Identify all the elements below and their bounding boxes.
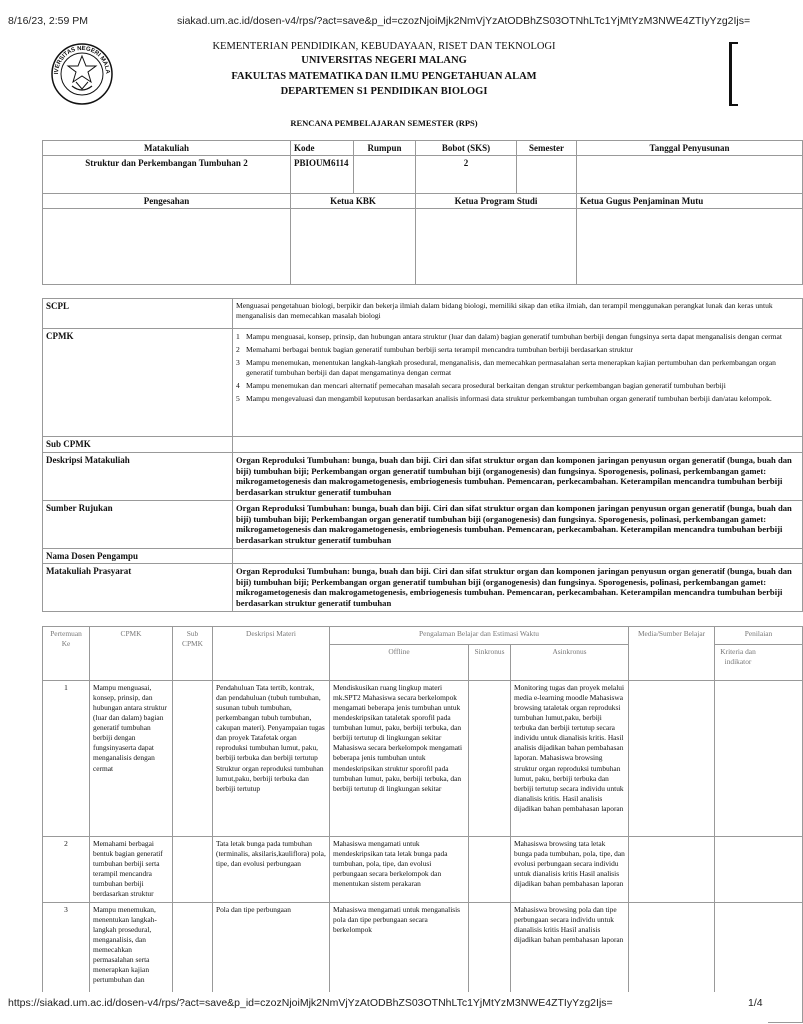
- row-async: Mahasiswa browsing tata letak bunga pada tumbuhan, pola, tipe, dan evolusi perbungaan secara individu untuk dianalisis kritis Hasil analisis dijadikan bahan pembahasan laporan: [511, 837, 629, 903]
- course-credits: 2: [416, 156, 517, 194]
- footer-url[interactable]: https://siakad.um.ac.id/dosen-v4/rps/?act=save&p_id=czozNjoiMjk2NmVjYzAtODBhZS03OTNhLTc1YjMtYzM3NWE4ZTIyYzg2Ijs=: [8, 997, 613, 1009]
- prerequisite-text: Organ Reproduksi Tumbuhan: bunga, buah dan biji. Ciri dan sifat struktur organ dan komponen jaringan penyusun organ generatif (bunga, buah dan biji) tumbuhan biji; Perkembangan organ generatif tumbuhan biji (organogenesis) dan fungsinya. Sporogenesis, polinasi, perkembangan gamet: mikrogametogenesis dan makrogametogenesis, embriogenesis tumbuhan. Pemencaran, perkecambahan. Keterampilan mencandra tumbuhan berbiji berdasarkan struktur generatif tumbuhan: [233, 563, 803, 611]
- course-semester: [517, 156, 577, 194]
- row-material: Tata letak bunga pada tumbuhan (terminalis, aksilaris,kauliflora) pola, tipe, dan evolusi perbungaan: [213, 837, 330, 903]
- row-media: [629, 681, 715, 837]
- header-ketua-kbk: Ketua KBK: [291, 194, 416, 209]
- header-sync: Sinkronus: [469, 645, 511, 681]
- course-group: [354, 156, 416, 194]
- cpmk-item: 5 Mampu mengevaluasi dan mengambil keputusan berdasarkan analisis informasi data struktur perkembangan tumbuhan organ generatif tumbuhan berbiji dan/atau kelompok.: [236, 394, 772, 404]
- row-cpmk: Memahami berbagai bentuk bagian generatif tumbuhan berbiji serta terampil mencandra tumbuhan berbiji berdasarkan struktur: [90, 837, 173, 903]
- header-kode: Kode: [291, 141, 354, 156]
- row-cpmk: Mampu menguasai, konsep, prinsip, dan hubungan antara struktur (luar dan dalam) bagian generatif tumbuhan berbiji dengan fungsinyaserta dapat menganalisis dengan cermat: [90, 681, 173, 837]
- description-text: Organ Reproduksi Tumbuhan: bunga, buah dan biji. Ciri dan sifat struktur organ dan komponen jaringan penyusun organ generatif (bunga, buah dan biji) tumbuhan biji; Perkembangan organ generatif tumbuhan biji (organogenesis) dan fungsinya. Sporogenesis, polinasi, perkembangan gamet: mikrogametogenesis dan makrogametogenesis, embriogenesis tumbuhan. Pemencaran, perkecambahan. Keterampilan mencandra tumbuhan berbiji berdasarkan struktur generatif tumbuhan: [233, 453, 803, 501]
- row-async: Monitoring tugas dan proyek melalui media e-learning moodle Mahasiswa browsing tataletak organ reproduksi tumbuhan lumut,paku, berbiji terbuka dan berbiji tertutup secara individu untuk dianalisis kritis. Hasil analisis dijadikan bahan pembahasan laporan. Mahasiswa browsing struktur organ reproduksi tumbuhan lumut, paku, berbiji terbuka dan berbiji tertutup secara individu untuk dianalisis kritis. Hasil analisis dijadikan bahan pembahasan laporan: [511, 681, 629, 837]
- cpmk-item: 4 Mampu menemukan dan mencari alternatif pemecahan masalah secara prosedural berkaitan dengan struktur perkembangan bagian generatif tumbuhan berbiji: [236, 381, 726, 391]
- row-media: [629, 837, 715, 903]
- week-number: 1: [43, 681, 90, 837]
- print-datetime: 8/16/23, 2:59 PM: [8, 15, 88, 27]
- description-label: Deskripsi Matakuliah: [43, 453, 233, 501]
- header-async: Asinkronus: [511, 645, 629, 681]
- row-material: Pola dan tipe perbungaan: [213, 903, 330, 1023]
- row-sync: [469, 681, 511, 837]
- row-criteria: [715, 837, 803, 903]
- header-media: Media/Sumber Belajar: [629, 627, 715, 681]
- cpmk-list: [233, 329, 803, 437]
- header-tanggal: Tanggal Penyusunan: [577, 141, 803, 156]
- row-async: Mahasiswa browsing pola dan tipe perbungaan secara individu untuk dianalisis kritis Hasil analisis dijadikan bahan pembahasan laporan: [511, 903, 629, 1023]
- prerequisite-label: Matakuliah Prasyarat: [43, 563, 233, 611]
- signature-gpm: [577, 209, 803, 285]
- course-name: Struktur dan Perkembangan Tumbuhan 2: [43, 156, 291, 194]
- row-sync: [469, 837, 511, 903]
- lecturer-value: [233, 548, 803, 563]
- ministry-name: KEMENTERIAN PENDIDIKAN, KEBUDAYAAN, RISET DAN TEKNOLOGI: [212, 41, 556, 52]
- header-experience: Pengalaman Belajar dan Estimasi Waktu: [330, 627, 629, 645]
- page-number: 1/4: [748, 997, 763, 1009]
- cpmk-label: CPMK: [43, 329, 233, 437]
- header-offline: Offline: [330, 645, 469, 681]
- header-matakuliah: Matakuliah: [43, 141, 291, 156]
- course-details-table: [42, 298, 803, 612]
- course-code: PBIOUM6114: [291, 156, 354, 194]
- header-criteria: Kriteria dan indikator: [715, 645, 803, 681]
- row-cpmk: Mampu menemukan, menentukan langkah-langkah prosedural, menganalisis, dan memecahkan permasalahan serta menerapkan kajian pertumbuhan dan: [90, 903, 173, 1023]
- print-url[interactable]: siakad.um.ac.id/dosen-v4/rps/?act=save&p_id=czozNjoiMjk2NmVjYzAtODBhZS03OTNhLTc1YjMtYzM3NWE4ZTIyYzg2Ijs=: [177, 15, 751, 27]
- header-pengesahan: Pengesahan: [43, 194, 291, 209]
- row-offline: Mahasiswa mengamati untuk menganalisis pola dan tipe perbungaan secara berkelompok: [330, 903, 469, 1023]
- lecturer-label: Nama Dosen Pengampu: [43, 548, 233, 563]
- header-bobot: Bobot (SKS): [416, 141, 517, 156]
- week-number: 2: [43, 837, 90, 903]
- header-ketua-prodi: Ketua Program Studi: [416, 194, 577, 209]
- header-ketua-gpm: Ketua Gugus Penjaminan Mutu: [577, 194, 803, 209]
- cpmk-item: 1 Mampu menguasai, konsep, prinsip, dan hubungan antara struktur (luar dan dalam) bagian generatif tumbuhan berbiji dengan fungsinya serta dapat menganalisis dengan cermat: [236, 332, 783, 341]
- scpl-label: SCPL: [43, 299, 233, 329]
- scpl-text: Menguasai pengetahuan biologi, berpikir dan bekerja ilmiah dalam bidang biologi, memiliki sikap dan etika ilmiah, dan terampil menggunakan perangkat lunak dan keras untuk menganalisis dan memecahkan masalah biologi: [233, 299, 803, 329]
- row-criteria: [715, 681, 803, 837]
- corner-bracket: [729, 42, 738, 106]
- department-name: DEPARTEMEN S1 PENDIDIKAN BIOLOGI: [280, 86, 488, 97]
- row-subcpmk: [173, 837, 213, 903]
- approval-cell: [43, 209, 291, 285]
- week-number: 3: [43, 903, 90, 1023]
- course-info-table: [42, 140, 803, 285]
- signature-prodi: [416, 209, 577, 285]
- row-offline: Mahasiswa mengamati untuk mendeskripsikan tata letak bunga pada tumbuhan, pola, tipe, dan evolusi perbungaan secara berkelompok dan menentukan sistem perakaran: [330, 837, 469, 903]
- faculty-name: FAKULTAS MATEMATIKA DAN ILMU PENGETAHUAN ALAM: [231, 71, 537, 82]
- svg-text:UNIVERSITAS NEGERI MALANG: IVERSITAS NEGERI MALA: [53, 45, 111, 75]
- source-label: Sumber Rujukan: [43, 500, 233, 548]
- header-rumpun: Rumpun: [354, 141, 416, 156]
- header-week: Pertemuan Ke: [43, 627, 90, 681]
- university-name: UNIVERSITAS NEGERI MALANG: [301, 55, 467, 66]
- header-assessment: Penilaian: [715, 627, 803, 645]
- subcpmk-label: Sub CPMK: [43, 437, 233, 453]
- source-text: Organ Reproduksi Tumbuhan: bunga, buah dan biji. Ciri dan sifat struktur organ dan komponen jaringan penyusun organ generatif (bunga, buah dan biji) tumbuhan biji; Perkembangan organ generatif tumbuhan biji (organogenesis) dan fungsinya. Sporogenesis, polinasi, perkembangan gamet: mikrogametogenesis dan makrogametogenesis, embriogenesis tumbuhan. Pemencaran, perkecambahan. Keterampilan mencandra tumbuhan berbiji berdasarkan struktur generatif tumbuhan: [233, 500, 803, 548]
- cpmk-item: 3 Mampu menemukan, menentukan langkah-langkah prosedural, menganalisis, dan memecahkan permasalahan serta menerapkan kajian pertumbuhan dan perkembangan organ generatif tumbuhan berbiji dan dapat mengamatinya dengan cermat: [236, 358, 776, 378]
- row-offline: Mendiskusikan ruang lingkup materi mk.SPT2 Mahasiswa secara berkelompok mengamati beberapa jenis tumbuhan untuk mendeskripsikan tataletak sporofil pada tumbuhan lumut, paku, berbiji terbuka, dan berbiji tertutup di lingkungan sekitar Mahasiswa secara berkelompok mengamati beberapa jenis tumbuhan untuk mendeskripsikan struktur sporofil pada tumbuhan lumut, paku, berbiji terbuka, dan berbiji tertutup di lingkungan sekitar: [330, 681, 469, 837]
- subcpmk-value: [233, 437, 803, 453]
- row-subcpmk: [173, 681, 213, 837]
- course-date: [577, 156, 803, 194]
- learning-plan-table: [42, 626, 803, 1023]
- signature-kbk: [291, 209, 416, 285]
- header-semester: Semester: [517, 141, 577, 156]
- header-subcpmk: Sub CPMK: [173, 627, 213, 681]
- header-cpmk: CPMK: [90, 627, 173, 681]
- cpmk-item: 2 Memahami berbagai bentuk bagian generatif tumbuhan berbiji serta terampil mencandra tumbuhan berbiji berdasarkan struktur: [236, 345, 633, 355]
- document-title: RENCANA PEMBELAJARAN SEMESTER (RPS): [290, 118, 478, 128]
- header-material: Deskripsi Materi: [213, 627, 330, 681]
- row-material: Pendahuluan Tata tertib, kontrak, dan pendahuluan (tubuh tumbuhan, susunan tubuh tumbuhan, perkembangan tubuh tumbuhan, cakupan materi). Penyampaian tugas dan proyek Tatafetak organ reproduksi tumbuhan lumut, paku, berbiji terbuka dan berbiji tertutup Struktur organ reproduksi tumbuhan lumut,paku, berbiji terbuka dan berbiji tertutup: [213, 681, 330, 837]
